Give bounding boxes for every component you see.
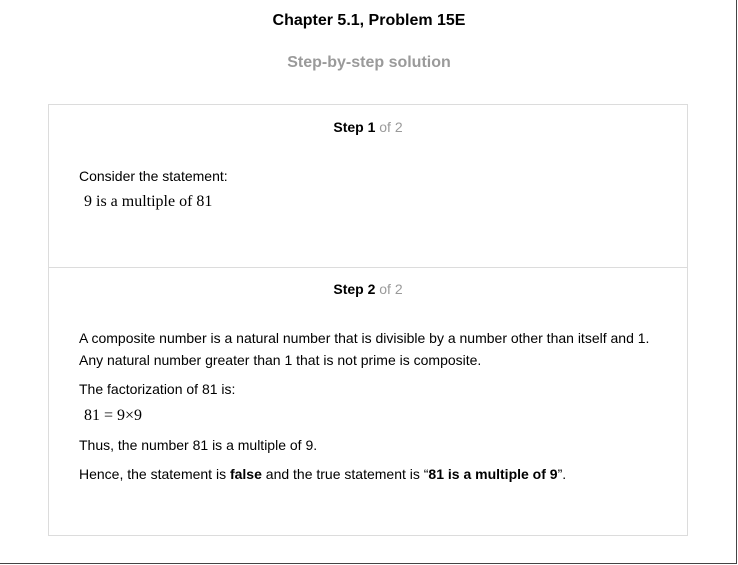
step-2-label: Step 2 xyxy=(333,281,376,297)
step-2-section xyxy=(49,267,687,535)
step-2-factorization-intro: The factorization of 81 is: xyxy=(79,381,236,397)
step-1-intro: Consider the statement: xyxy=(79,168,228,184)
page-title: Chapter 5.1, Problem 15E xyxy=(272,12,466,29)
step-1-section xyxy=(49,105,687,268)
solution-card xyxy=(48,104,688,536)
step-1-header xyxy=(49,119,687,135)
conclusion-suffix: ”. xyxy=(557,466,567,482)
step-2-factorization-math: 81 = 9×9 xyxy=(84,407,143,424)
page-subtitle: Step-by-step solution xyxy=(287,54,451,71)
step-2-thus: Thus, the number 81 is a multiple of 9. xyxy=(79,437,318,453)
conclusion-false: false xyxy=(229,466,262,482)
step-1-label: Step 1 xyxy=(333,119,376,135)
step-2-conclusion xyxy=(79,463,659,485)
step-1-count: of 2 xyxy=(379,119,403,135)
conclusion-prefix: Hence, the statement is xyxy=(79,466,230,482)
conclusion-middle: and the true statement is “ xyxy=(261,466,429,482)
conclusion-true-statement: 81 is a multiple of 9 xyxy=(428,466,558,482)
step-2-definition: A composite number is a natural number that is divisible by a number other than itself and 1. Any natural number greater than 1 that is not prime is composite. xyxy=(79,330,650,368)
step-2-count: of 2 xyxy=(379,281,403,297)
step-2-header xyxy=(49,281,687,297)
step-1-math: 9 is a multiple of 81 xyxy=(84,193,213,210)
